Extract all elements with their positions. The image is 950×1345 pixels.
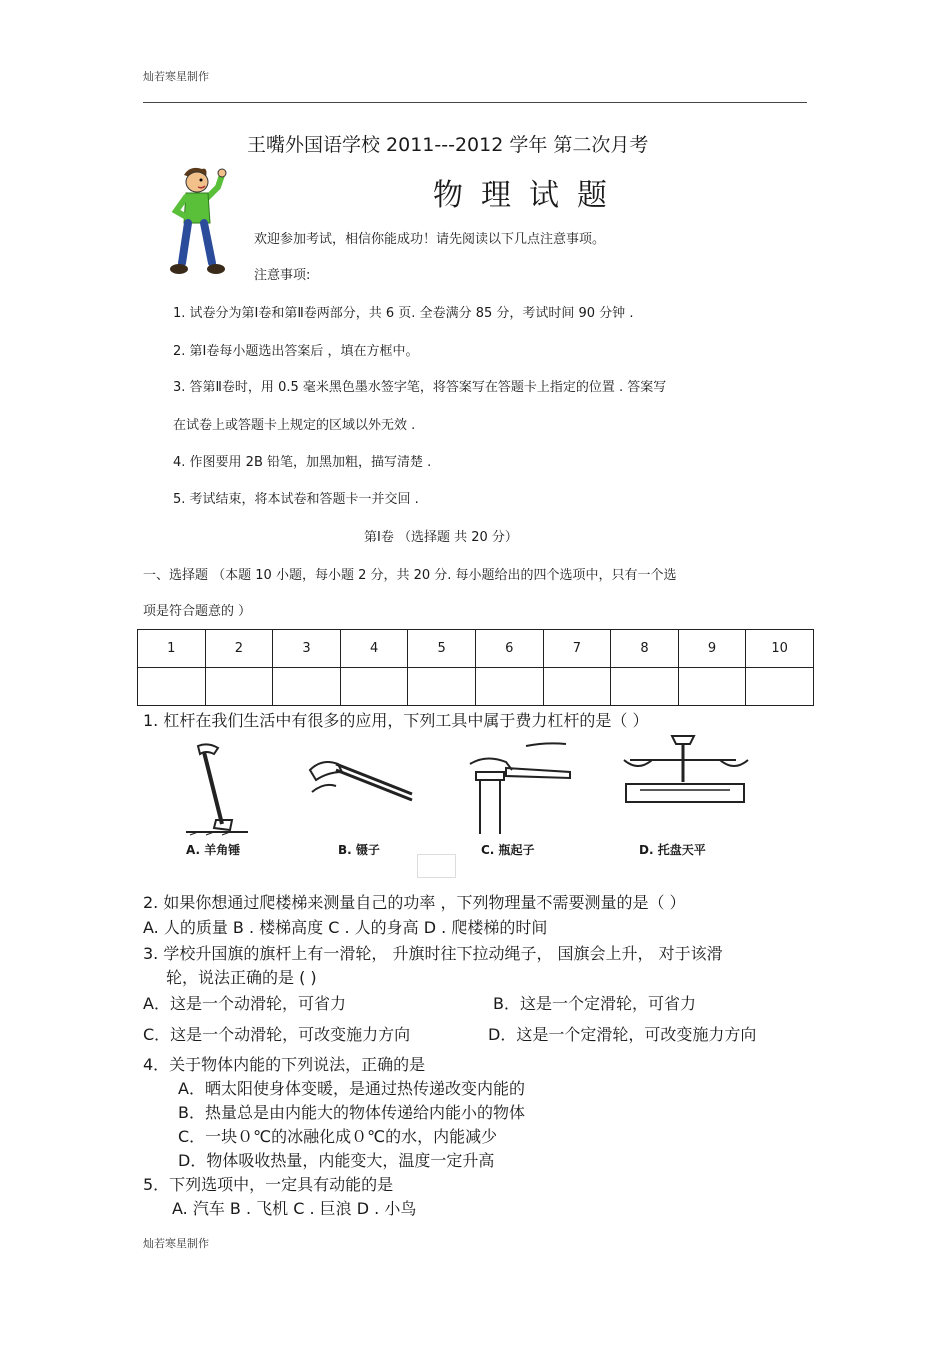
grid-number: 8: [611, 630, 679, 668]
answer-cell[interactable]: [138, 668, 206, 706]
question-3-option: D．这是一个定滑轮，可改变施力方向: [488, 1025, 757, 1044]
figure-caption: A. 羊角锤: [186, 843, 241, 857]
question-1-stem: 1. 杠杆在我们生活中有很多的应用，下列工具中属于费力杠杆的是（ ）: [143, 711, 649, 730]
grid-number: 2: [205, 630, 273, 668]
note-item: 2. 第Ⅰ卷每小题选出答案后 ，填在方框中。: [173, 344, 419, 359]
answer-grid: [137, 629, 814, 706]
tweezers-icon: [306, 752, 418, 812]
grid-number: 7: [543, 630, 611, 668]
note-item: 4. 作图要用 2B 铅笔，加黑加粗，描写清楚 .: [173, 455, 432, 470]
school-line: 王嘴外国语学校 2011---2012 学年 第二次月考: [247, 134, 649, 156]
note-item: 在试卷上或答题卡上规定的区域以外无效 .: [173, 418, 416, 433]
answer-cell[interactable]: [205, 668, 273, 706]
grid-number: 1: [138, 630, 206, 668]
figure-caption: C. 瓶起子: [481, 843, 535, 857]
question-3-option: A．这是一个动滑轮，可省力: [143, 994, 346, 1013]
notes-heading: 注意事项:: [254, 268, 311, 283]
answer-cell[interactable]: [543, 668, 611, 706]
note-item: 5. 考试结束，将本试卷和答题卡一并交回 .: [173, 492, 419, 507]
question-2-stem: 2. 如果你想通过爬楼梯来测量自己的功率 ，下列物理量不需要测量的是（ ）: [143, 893, 686, 912]
question-4-option: C．一块０℃的冰融化成０℃的水，内能减少: [178, 1127, 498, 1146]
answer-cell[interactable]: [678, 668, 746, 706]
answer-cell[interactable]: [475, 668, 543, 706]
balance-scale-icon: [620, 732, 752, 812]
question-3-option: B．这是一个定滑轮，可省力: [493, 994, 696, 1013]
answer-cell[interactable]: [340, 668, 408, 706]
grid-number: 3: [273, 630, 341, 668]
section-instructions-cont: 项是符合题意的 ）: [143, 604, 252, 619]
question-5-stem: 5．下列选项中，一定具有动能的是: [143, 1175, 394, 1194]
page-title: 物理试题: [433, 178, 625, 213]
claw-hammer-icon: [178, 740, 258, 840]
answer-cell[interactable]: [273, 668, 341, 706]
question-2-options: A. 人的质量 B . 楼梯高度 C . 人的身高 D . 爬楼梯的时间: [143, 918, 548, 937]
question-4-option: B．热量总是由内能大的物体传递给内能小的物体: [178, 1103, 525, 1122]
footer-watermark: 灿若寒星制作: [143, 1237, 209, 1250]
grid-number: 6: [475, 630, 543, 668]
grid-number: 5: [408, 630, 476, 668]
question-3-stem: 3. 学校升国旗的旗杆上有一滑轮， 升旗时往下拉动绳子， 国旗会上升， 对于该滑: [143, 944, 723, 963]
question-4-option: D．物体吸收热量，内能变大，温度一定升高: [178, 1151, 495, 1170]
figure-caption: B. 镊子: [338, 843, 380, 857]
header-rule: [143, 102, 807, 103]
note-item: 3. 答第Ⅱ卷时，用 0.5 毫米黑色墨水签字笔，将答案写在答题卡上指定的位置 . 答案写: [173, 380, 667, 395]
question-4-option: A．晒太阳使身体变暖，是通过热传递改变内能的: [178, 1079, 525, 1098]
bottle-opener-icon: [466, 740, 576, 840]
header-watermark: 灿若寒星制作: [143, 70, 209, 83]
cartoon-boy-icon: [168, 165, 238, 284]
question-4-stem: 4．关于物体内能的下列说法，正确的是: [143, 1055, 426, 1074]
answer-cell[interactable]: [611, 668, 679, 706]
grid-number: 10: [746, 630, 814, 668]
grid-number: 4: [340, 630, 408, 668]
answer-cell[interactable]: [408, 668, 476, 706]
grid-number: 9: [678, 630, 746, 668]
figure-caption: D. 托盘天平: [639, 843, 706, 857]
question-3-stem-cont: 轮，说法正确的是 ( ): [166, 968, 317, 987]
section-instructions: 一、选择题 （本题 10 小题，每小题 2 分，共 20 分. 每小题给出的四个选项中，只有一个选: [143, 568, 677, 583]
note-item: 1. 试卷分为第Ⅰ卷和第Ⅱ卷两部分，共 6 页. 全卷满分 85 分，考试时间 90 分钟 .: [173, 306, 634, 321]
blank-box: [417, 854, 456, 878]
answer-cell[interactable]: [746, 668, 814, 706]
welcome-text: 欢迎参加考试，相信你能成功！请先阅读以下几点注意事项。: [254, 232, 606, 247]
section-heading: 第Ⅰ卷 （选择题 共 20 分）: [364, 530, 518, 545]
question-5-options: A. 汽车 B . 飞机 C . 巨浪 D . 小鸟: [172, 1199, 417, 1218]
question-3-option: C．这是一个动滑轮，可改变施力方向: [143, 1025, 411, 1044]
